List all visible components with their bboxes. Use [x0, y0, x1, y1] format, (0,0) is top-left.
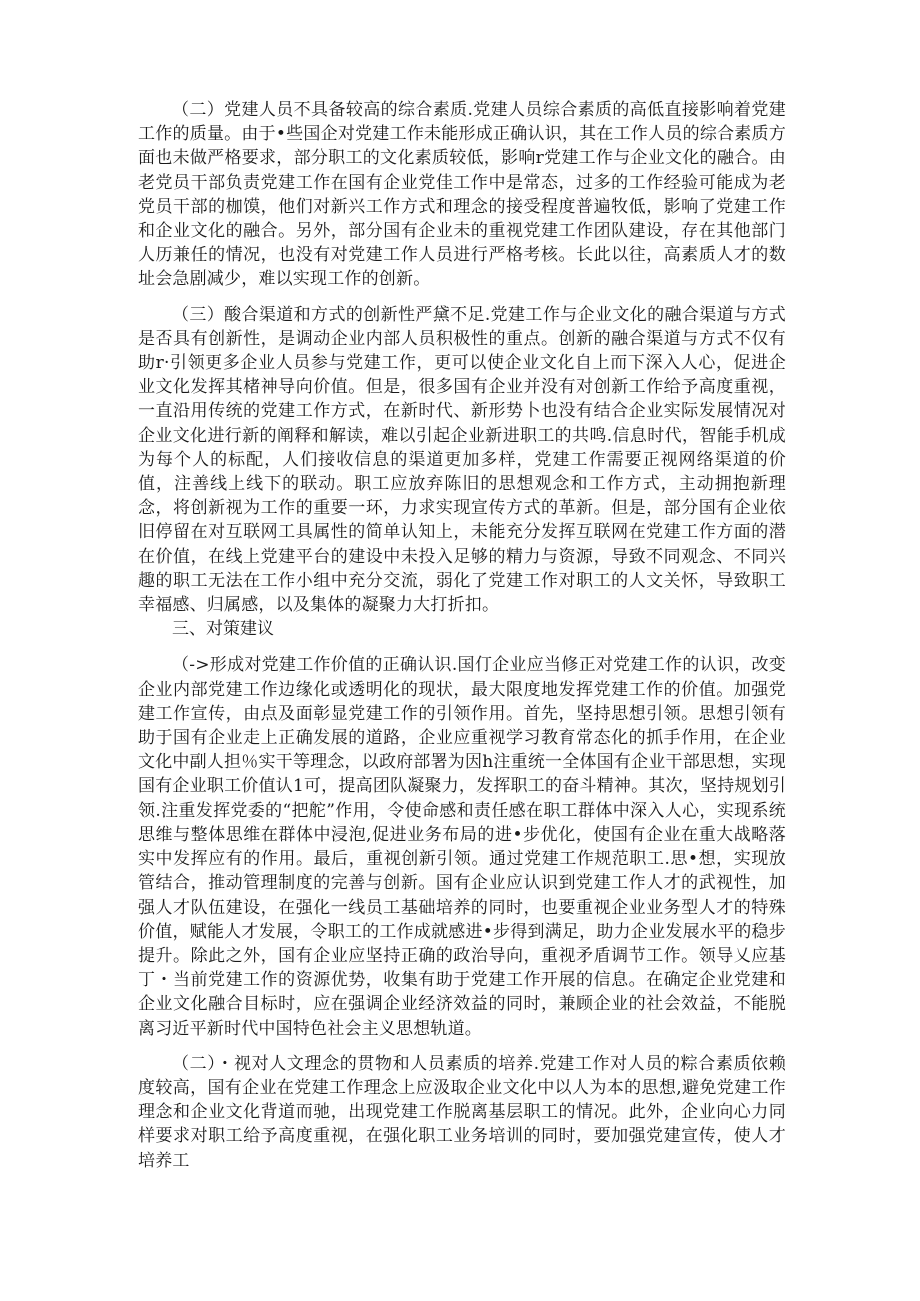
document-page — [138, 98, 786, 1173]
paragraph-correct-understanding: （->形成对党建工作价值的正确认识.国仃企业应当修正对党建工作的认识，改变企业内部党建工作边缘化或透明化的现状，最大限度地发挥党建工作的价值。加强党建工作宣传，由点及面彰显党建工作的引领作用。首先，坚持思想引领。思想引领有助于国有企业走上正确发展的道路，企业应重视学习教育常态化的抓手作用，在企业文化中副人担％实干等理念，以政府部署为因h注重统一全体国有企业干部思想，实现国有企业职工价值认1可，提高团队凝聚力，发挥职工的奋斗精神。其次，坚持规划引领.注重发挥党委的“把舵”作用，令使命感和责任感在职工群体中深入人心，实现系统思维与整体思维在群体中浸泡,促进业务布局的进•步优化，使国有企业在重大战略落实中发挥应有的作用。最后，重视创新引领。通过党建工作规范职工.思•想，实现放管结合，推动管理制度的完善与创新。国有企业应认识到党建工作人才的武视性，加强人才队伍建设，在强化一线员工基础培养的同时，也要重视企业业务型人才的特殊价值，赋能人才发展，令职工的工作成就感进•步得到满足，助力企业发展水平的稳步提升。除此之外，国有企业应坚持正确的政治导向，重视矛盾调节工作。领导乂应基丁・当前党建工作的资源优势，收集有助于党建工作开展的信息。在确定企业党建和企业文化融合目标时，应在强调企业经济效益的同时，兼顾企业的社会效益，不能脱离习近平新时代中国特色社会主义思想轨道。 — [138, 655, 786, 1039]
paragraph-integration-channels: （三）酸合渠道和方式的创新性严黛不足.党建工作与企业文化的融合渠道与方式是否具有创新性，是调动企业内部人员积极性的重点。创新的融合渠道与方式不仅有助r·引领更多企业人员参与党建工作，更可以使企业文化自上而下深入人心，促进企业文化发挥其楮神导向价值。但是，很多国有企业并没有对创新工作给予高度重视，一直沿用传统的党建工作方式，在新时代、新形势卜也没有结合企业实际发展情况对企业文化进行新的阐释和解读，难以引起企业新进职工的共鸣.信息时代，智能手机成为每个人的标配，人们接收信息的渠道更加多样，党建工作需要正视网络渠道的价值，注善线上线下的联动。职工应放弃陈旧的思想观念和工作方式，主动拥抱新理念，将创新视为工作的重要一环，力求实现宣传方式的革新。但是，部分国有企业依旧停留在对互联网工具属性的简单认知上，未能充分发挥互联网在党建工作方面的潜在价值，在线上党建平台的建设中未投入足够的精力与资源，导致不同观念、不同兴趣的职工无法在工作小组中充分交流，弱化了党建工作对职工的人文关怀，导致职工幸福感、归属感，以及集体的凝聚力大打折扣。 — [138, 304, 786, 616]
paragraph-humanistic-concepts: （二）・视对人文理念的贯物和人员素质的培养.党建工作对人员的粽合素质依赖度较高，国有企业在党建工作理念上应汲取企业文化中以人为本的思想,避免党建工作理念和企业文化背道而驰，出现党建工作脱离基层职工的情况。此外，企业向心力同样要求对职工给予高度重视，在强化职工业务培训的同时，要加强党建宣传，使人才培养工 — [138, 1053, 786, 1171]
section-heading-countermeasures: 三、对策建议 — [172, 619, 274, 640]
paragraph-staff-quality: （二）党建人员不具备较高的综合素质.党建人员综合素质的高低直接影响着党建工作的质量。由于•些国企对党建工作未能形成正确认识，其在工作人员的综合素质方面也未做严格要求，部分职工的文化素质较低，影响r党建工作与企业文化的融合。由老党员干部负责党建工作在国有企业党佳工作中是常态，过多的工作经验可能成为老党员干部的枷馍，他们对新兴工作方式和理念的接受程度普遍牧低，影响了党建工作和企业文化的融合。另外，部分国有企业未的重视党建工作团队建设，存在其他部门人历兼任的情况，也没有对党建工作人员进行严格考核。长此以往，高素质人才的数址会急剧减少，难以实现工作的创新。 — [138, 100, 786, 290]
